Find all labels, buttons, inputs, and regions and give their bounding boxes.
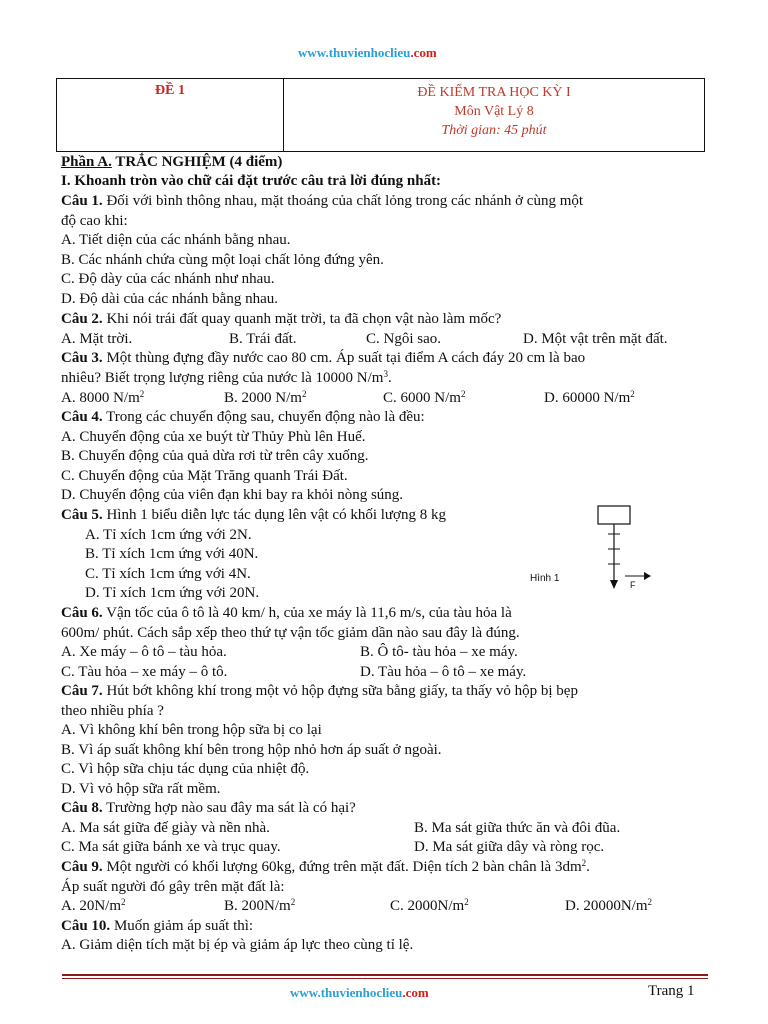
q9-d-text: D. 20000N/m — [565, 898, 648, 914]
q4-option-b[interactable]: B. Chuyển động của quả dừa rơi từ trên cây xuống. — [61, 448, 369, 464]
object-box — [598, 506, 630, 524]
q3-d-sup: 2 — [630, 389, 635, 399]
footer-site-name: www.thuvienhoclieu — [290, 985, 403, 1000]
q3-c-sup: 2 — [460, 389, 466, 399]
exam-subject: Môn Vật Lý 8 — [454, 104, 534, 119]
force-label: F — [630, 580, 636, 590]
question-6 — [61, 604, 512, 623]
q3-a-text: A. 8000 N/m — [61, 390, 140, 406]
exam-code: ĐỀ 1 — [155, 83, 185, 98]
q1-option-c[interactable]: C. Độ dày của các nhánh như nhau. — [61, 271, 275, 287]
q1-option-d[interactable]: D. Độ dài của các nhánh bằng nhau. — [61, 291, 279, 307]
q6-option-d[interactable]: D. Tàu hỏa – ô tô – xe máy. — [360, 664, 527, 680]
q9-b-text: B. 200N/m — [224, 898, 291, 914]
q7-option-d[interactable]: D. Vì vỏ hộp sữa rất mềm. — [61, 781, 221, 797]
q1-text: Đối với bình thông nhau, mặt thoáng của chất lỏng trong các nhánh ở cùng một — [102, 193, 584, 209]
exam-time: Thời gian: 45 phút — [441, 123, 547, 138]
q5-option-a[interactable]: A. Tỉ xích 1cm ứng với 2N. — [85, 527, 252, 543]
q5-text: Hình 1 biểu diễn lực tác dụng lên vật có khối lượng 8 kg — [102, 507, 446, 523]
q5-num: Câu 5. — [61, 507, 103, 523]
q5-option-b[interactable]: B. Tỉ xích 1cm ứng với 40N. — [85, 546, 259, 562]
q6-num: Câu 6. — [61, 605, 103, 621]
site-tld: .com — [410, 45, 437, 60]
q3-sup: 3 — [383, 369, 388, 379]
q9-c-sup: 2 — [464, 897, 469, 907]
question-1 — [61, 192, 583, 211]
q3-b-sup: 2 — [301, 389, 307, 399]
q3-text2: nhiêu? Biết trọng lượng riêng của nước là 10000 N/m — [61, 370, 384, 386]
q7-text-cont: theo nhiều phía ? — [61, 703, 164, 719]
force-arrow-head — [610, 580, 618, 589]
q4-option-a[interactable]: A. Chuyển động của xe buýt từ Thủy Phù lên Huế. — [61, 429, 366, 445]
q10-num: Câu 10. — [61, 918, 111, 934]
q7-option-a[interactable]: A. Vì không khí bên trong hộp sữa bị co lại — [61, 722, 322, 738]
q9-a-text: A. 20N/m — [61, 898, 121, 914]
footer-rule — [62, 974, 708, 976]
q3-c-text: C. 6000 N/m — [383, 390, 461, 406]
q4-text: Trong các chuyển động sau, chuyển động nào là đều: — [102, 409, 425, 425]
instruction: I. Khoanh tròn vào chữ cái đặt trước câu trả lời đúng nhất: — [61, 173, 442, 189]
q3-end: . — [387, 370, 392, 386]
site-name: www.thuvienhoclieu — [298, 45, 411, 60]
q3-d-text: D. 60000 N/m — [544, 390, 631, 406]
q9-option-a[interactable] — [61, 897, 126, 916]
q8-option-a[interactable]: A. Ma sát giữa đế giày và nền nhà. — [61, 820, 270, 836]
q5-option-d[interactable]: D. Tỉ xích 1cm ứng với 20N. — [85, 585, 260, 601]
q9-option-b[interactable] — [224, 897, 295, 916]
footer-rule-thin — [62, 978, 708, 979]
q3-b-text: B. 2000 N/m — [224, 390, 302, 406]
q9-num: Câu 9. — [61, 859, 103, 875]
question-9 — [61, 858, 590, 877]
section-label: Phần A. — [61, 154, 112, 170]
figure-1-force-diagram — [520, 500, 660, 596]
q6-text-cont: 600m/ phút. Cách sắp xếp theo thứ tự vận tốc giảm dần nào sau đây là đúng. — [61, 625, 520, 641]
q9-d-sup: 2 — [647, 897, 652, 907]
footer-site-link[interactable] — [290, 985, 429, 1001]
q6-text: Vận tốc của ô tô là 40 km/ h, của xe máy là 11,6 m/s, của tàu hỏa là — [102, 605, 512, 621]
q6-option-b[interactable]: B. Ô tô- tàu hỏa – xe máy. — [360, 644, 518, 660]
question-8 — [61, 799, 356, 818]
q9-option-c[interactable] — [390, 897, 469, 916]
header-site-link[interactable] — [298, 45, 437, 61]
q2-text: Khi nói trái đất quay quanh mặt trời, ta đã chọn vật nào làm mốc? — [102, 311, 502, 327]
q9-b-sup: 2 — [290, 897, 296, 907]
q3-num: Câu 3. — [61, 350, 103, 366]
q1-text-cont: độ cao khi: — [61, 213, 128, 229]
q10-option-a[interactable]: A. Giảm diện tích mặt bị ép và giảm áp lực theo cùng tỉ lệ. — [61, 937, 414, 953]
q4-num: Câu 4. — [61, 409, 103, 425]
footer-site-tld: .com — [402, 985, 429, 1000]
q7-option-b[interactable]: B. Vì áp suất không khí bên trong hộp nhỏ hơn áp suất ở ngoài. — [61, 742, 442, 758]
exam-title-cell — [284, 79, 705, 152]
q1-option-b[interactable]: B. Các nhánh chứa cùng một loại chất lỏng đứng yên. — [61, 252, 384, 268]
q3-option-b[interactable] — [224, 389, 306, 408]
q3-text-cont — [61, 369, 392, 388]
q4-option-c[interactable]: C. Chuyển động của Mặt Trăng quanh Trái Đất. — [61, 468, 348, 484]
q3-option-d[interactable] — [544, 389, 635, 408]
question-3 — [61, 349, 585, 368]
q7-num: Câu 7. — [61, 683, 103, 699]
q9-end: . — [586, 859, 590, 875]
q3-option-a[interactable] — [61, 389, 144, 408]
question-2 — [61, 310, 501, 329]
exam-header-table — [56, 78, 705, 152]
question-4 — [61, 408, 425, 427]
q8-text: Trường hợp nào sau đây ma sát là có hại? — [102, 800, 356, 816]
q2-option-b[interactable]: B. Trái đất. — [229, 331, 297, 347]
q4-option-d[interactable]: D. Chuyển động của viên đạn khi bay ra khỏi nòng súng. — [61, 487, 404, 503]
q9-text: Một người có khối lượng 60kg, đứng trên mặt đất. Diện tích 2 bàn chân là 3dm — [102, 859, 582, 875]
question-10 — [61, 917, 253, 936]
q8-num: Câu 8. — [61, 800, 103, 816]
q8-option-d[interactable]: D. Ma sát giữa dây và ròng rọc. — [414, 839, 605, 855]
q9-text-cont: Áp suất người đó gây trên mặt đất là: — [61, 879, 285, 895]
q9-sup: 2 — [581, 858, 587, 868]
q7-text: Hút bớt không khí trong một vỏ hộp đựng sữa bằng giấy, ta thấy vỏ hộp bị bẹp — [102, 683, 578, 699]
figure-label: Hình 1 — [530, 573, 560, 584]
q3-a-sup: 2 — [139, 389, 145, 399]
question-5 — [61, 506, 446, 525]
q9-c-text: C. 2000N/m — [390, 898, 465, 914]
q2-option-a[interactable]: A. Mặt trời. — [61, 331, 133, 347]
q2-num: Câu 2. — [61, 311, 103, 327]
q1-num: Câu 1. — [61, 193, 103, 209]
q8-option-c[interactable]: C. Ma sát giữa bánh xe và trục quay. — [61, 839, 281, 855]
section-title: TRẮC NGHIỆM (4 điểm) — [111, 154, 283, 170]
question-7 — [61, 682, 578, 701]
q7-option-c[interactable]: C. Vì hộp sữa chịu tác dụng của nhiệt độ. — [61, 761, 310, 777]
exam-title: ĐỀ KIỂM TRA HỌC KỲ I — [417, 85, 571, 100]
q1-option-a[interactable]: A. Tiết diện của các nhánh bằng nhau. — [61, 232, 291, 248]
q9-a-sup: 2 — [121, 897, 126, 907]
q9-option-d[interactable] — [565, 897, 652, 916]
page-number: Trang 1 — [648, 983, 695, 999]
q6-option-a[interactable]: A. Xe máy – ô tô – tàu hỏa. — [61, 644, 227, 660]
q10-text: Muốn giảm áp suất thì: — [110, 918, 254, 934]
q3-text: Một thùng đựng đầy nước cao 80 cm. Áp suất tại điểm A cách đáy 20 cm là bao — [102, 350, 586, 366]
section-heading — [61, 153, 282, 172]
q6-option-c[interactable]: C. Tàu hỏa – xe máy – ô tô. — [61, 664, 228, 680]
q5-option-c[interactable]: C. Tỉ xích 1cm ứng với 4N. — [85, 566, 251, 582]
q2-option-d[interactable]: D. Một vật trên mặt đất. — [523, 331, 668, 347]
q2-option-c[interactable]: C. Ngôi sao. — [366, 331, 441, 347]
legend-arrow-head — [644, 572, 651, 580]
q8-option-b[interactable]: B. Ma sát giữa thức ăn và đôi đũa. — [414, 820, 621, 836]
q3-option-c[interactable] — [383, 389, 465, 408]
exam-code-cell — [57, 79, 284, 152]
